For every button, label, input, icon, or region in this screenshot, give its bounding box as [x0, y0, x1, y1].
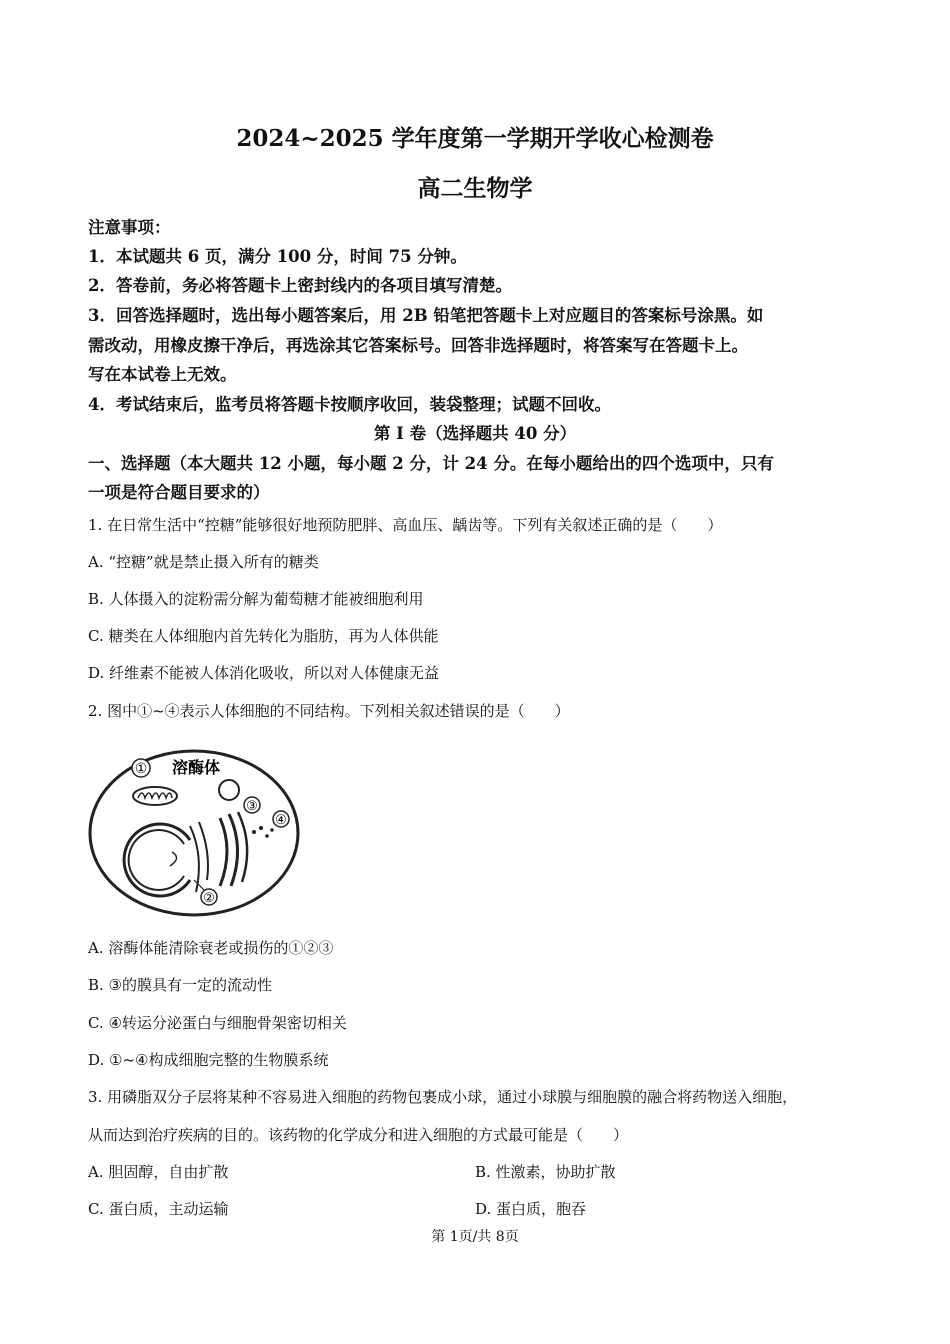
question-2-option-d: D. ①~④构成细胞完整的生物膜系统: [88, 1051, 329, 1069]
question-1-option-b: B. 人体摄入的淀粉需分解为葡萄糖才能被细胞利用: [88, 590, 424, 608]
notice-heading: 注意事项：: [88, 218, 171, 237]
question-1-stem: 1. 在日常生活中“控糖”能够很好地预防肥胖、高血压、龋齿等。下列有关叙述正确的是（ ）: [88, 516, 723, 534]
marker-4: ④: [275, 813, 287, 828]
marker-2: ②: [203, 891, 215, 906]
part-heading-line2: 一项是符合题目要求的）: [88, 483, 270, 502]
question-3-option-c: C. 蛋白质，主动运输: [88, 1200, 229, 1218]
marker-3: ③: [246, 799, 258, 814]
notice-item: 1．本试题共 6 页，满分 100 分，时间 75 分钟。: [88, 247, 467, 266]
question-1-option-d: D. 纤维素不能被人体消化吸收，所以对人体健康无益: [88, 664, 440, 682]
question-3-option-b: B. 性激素，协助扩散: [475, 1163, 616, 1181]
question-2-option-a: A. 溶酶体能清除衰老或损伤的①②③: [88, 939, 334, 957]
question-2-stem: 2. 图中①~④表示人体细胞的不同结构。下列相关叙述错误的是（ ）: [88, 702, 570, 720]
marker-1: ①: [134, 761, 148, 777]
nucleus-icon: [124, 824, 190, 896]
exam-subtitle: 高二生物学: [417, 175, 533, 202]
notice-item: 需改动，用橡皮擦干净后，再选涂其它答案标号。回答非选择题时，将答案写在答题卡上。: [88, 336, 748, 355]
question-2-option-b: B. ③的膜具有一定的流动性: [88, 976, 273, 994]
notice-item: 2．答卷前，务必将答题卡上密封线内的各项目填写清楚。: [88, 276, 512, 295]
question-3-stem-line2: 从而达到治疗疾病的目的。该药物的化学成分和进入细胞的方式最可能是（ ）: [88, 1126, 629, 1144]
exam-title: 2024~2025 学年度第一学期开学收心检测卷: [236, 125, 714, 152]
question-2-option-c: C. ④转运分泌蛋白与细胞骨架密切相关: [88, 1014, 347, 1032]
section-title: 第 I 卷（选择题共 40 分）: [373, 424, 577, 443]
notice-item: 4．考试结束后，监考员将答题卡按顺序收回，装袋整理；试题不回收。: [88, 395, 611, 414]
cell-diagram: [86, 740, 306, 920]
question-3-option-a: A. 胆固醇，自由扩散: [88, 1163, 229, 1181]
question-1-option-c: C. 糖类在人体细胞内首先转化为脂肪，再为人体供能: [88, 627, 439, 645]
golgi-icon: [190, 812, 247, 892]
notice-item: 写在本试卷上无效。: [88, 365, 237, 384]
question-3-stem-line1: 3. 用磷脂双分子层将某种不容易进入细胞的药物包裹成小球，通过小球膜与细胞膜的融合将药物送入细胞，: [88, 1088, 798, 1106]
lysosome-label: 溶酶体: [172, 758, 221, 777]
question-1-option-a: A. “控糖”就是禁止摄入所有的糖类: [88, 553, 319, 571]
notice-item: 3．回答选择题时，选出每小题答案后，用 2B 铅笔把答题卡上对应题目的答案标号涂黑。如: [88, 306, 764, 325]
vesicle-icon: [252, 826, 274, 838]
question-3-option-d: D. 蛋白质，胞吞: [475, 1200, 587, 1218]
lysosome-icon: [219, 780, 239, 800]
mitochondrion-icon: [133, 787, 177, 805]
page-number: 第 1页/共 8页: [431, 1229, 519, 1245]
part-heading-line1: 一、选择题（本大题共 12 小题，每小题 2 分，计 24 分。在每小题给出的四个选项中，只有: [88, 454, 774, 473]
